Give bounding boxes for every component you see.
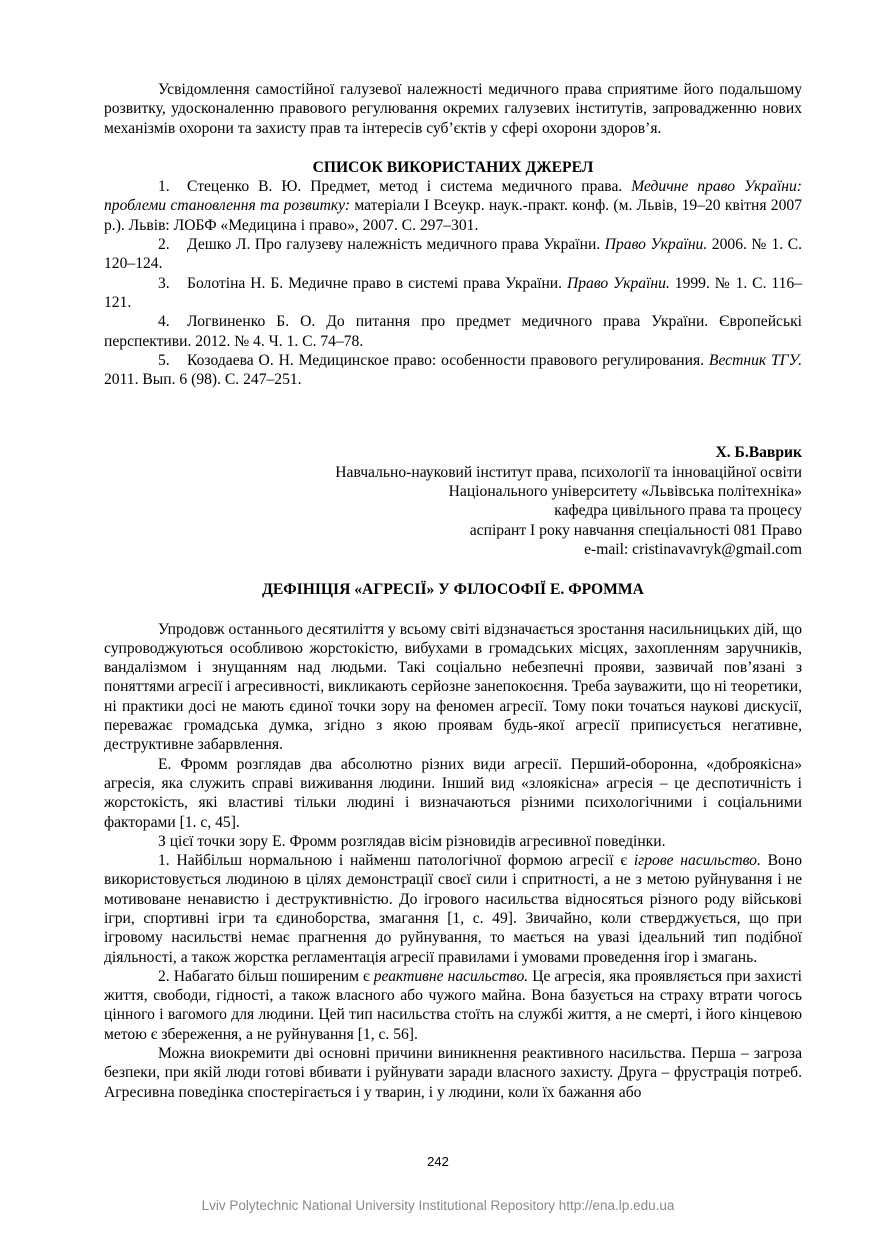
reference-source: Право України. [566, 274, 670, 292]
reference-text: Козодаева О. Н. Медицинское право: особенности правового регулирования. [187, 351, 709, 369]
author-department: кафедра цивільного права та процесу [554, 502, 802, 520]
reference-item [104, 177, 802, 235]
reference-item [104, 274, 802, 313]
reference-number: 5. [158, 351, 170, 369]
article-title: ДЕФІНІЦІЯ «АГРЕСІЇ» У ФІЛОСОФІЇ Е. ФРОММА [262, 581, 644, 599]
reference-details: матеріали І Всеукр. наук.-практ. конф. (м. Львів, 19–20 квітня 2007 р.). Львів: ЛОБФ «Медицина і право», 2007. С. 297–301. [104, 197, 802, 234]
article-paragraph [104, 967, 802, 1044]
intro-paragraph: Усвідомлення самостійної галузевої належності медичного права сприятиме його подальшому розвитку, удосконаленню правового регулювання окремих галузевих інститутів, запровадженню нових механізмів охорони та захисту прав та інтересів суб’єктів у сфері охорони здоров’я. [104, 81, 802, 137]
reference-number: 2. [158, 236, 170, 254]
paragraph-text: 1. Найбільш нормальною і найменш патологічної формою агресії є [158, 852, 634, 870]
page-number: 242 [427, 1154, 449, 1169]
paragraph-text: Це агресія, яка проявляється при захисті життя, свободи, гідності, а також власного або чужого майна. Вона базується на страху втрати чогось цінного і вагомого для людини. Цей тип насильства стоїть на службі життя, а не смерті, і його кінцевою метою є збереження, а не руйнування [1, с. 56]. [104, 967, 802, 1043]
article-paragraph: Можна виокремити дві основні причини виникнення реактивного насильства. Перша – загроза безпеки, при якій люди готові вбивати і руйнувати заради власного захисту. Друга – фрустрація потреб. Агресивна поведінка спостерігається і у тварин, і у людини, коли їх бажання або [104, 1045, 802, 1101]
repository-footer[interactable]: Lviv Polytechnic National University Institutional Repository http://ena.lp.edu.ua [201, 1198, 675, 1213]
paragraph-text: Воно використовується людиною в цілях демонстрації своєї сили і спритності, а не з метою руйнування і не мотивоване ненавистю і деструктивністю. До ігрового насильства відносяться різного роду військові ігри, спортивні ігри та єдиноборства, змагання [1, с. 49]. Звичайно, коли стверджується, що при ігровому насильстві немає прагнення до руйнування, то мається на увазі ідеальний тип подібної діяльності, а також жорстка регламентація агресії правилами і умовами проведення ігор і змагань. [104, 852, 802, 966]
article-paragraph: Е. Фромм розглядав два абсолютно різних види агресії. Перший-оборонна, «доброякісна» агресія, яка служить справі виживання людини. Інший вид «злоякісна» агресія – це деспотичність і жорстокість, які властиві тільки людині і визначаються різними психологічними і соціальними факторами [1. с, 45]. [104, 755, 802, 831]
reference-text: Логвиненко Б. О. До питання про предмет медичного права України. Європейські перспективи. 2012. № 4. Ч. 1. С. 74–78. [104, 313, 802, 350]
author-name: Х. Б.Ваврик [715, 444, 802, 462]
reference-source: Медичне право України: проблеми становлення та розвитку: [104, 178, 802, 215]
reference-source: Вестник ТГУ. [708, 351, 802, 369]
reference-details: 2006. № 1. С. 120–124. [104, 236, 802, 273]
reference-number: 3. [158, 274, 170, 292]
paragraph-text: 2. Набагато більш поширеним є [158, 967, 374, 985]
reference-text: Дешко Л. Про галузеву належність медичного права України. [187, 236, 605, 254]
reference-item [104, 312, 802, 351]
article-paragraph: Упродовж останнього десятиліття у всьому світі відзначається зростання насильницьких дій, що супроводжуються особливою жорстокістю, вибухами в громадських місцях, захопленням заручників, вандалізмом і знущанням над людьми. Такі соціально небезпечні прояви, зазвичай пов’язані з поняттями агресії і агресивності, викликають серйозне занепокоєння. Треба зауважити, що ні теоретики, ні практики досі не мають єдиної точки зору на феномен агресії. Тому поки точаться наукові дискусії, переважає громадська думка, згідно з якою проявам будь-якої агресії приписується негативне, деструктивне забарвлення. [104, 620, 802, 754]
author-position: аспірант І року навчання спеціальності 081 Право [469, 521, 802, 539]
author-block [104, 443, 802, 559]
emphasis-term: ігрове насильство. [633, 852, 761, 870]
reference-text: Болотіна Н. Б. Медичне право в системі права України. [187, 274, 567, 292]
reference-source: Право України. [604, 236, 708, 254]
references-list [104, 177, 802, 389]
author-institute: Навчально-науковий інститут права, психології та інноваційної освіти [335, 463, 802, 481]
page-content [104, 80, 802, 1102]
author-email[interactable]: e-mail: cristinavavryk@gmail.com [584, 540, 802, 558]
emphasis-term: реактивне насильство. [373, 967, 529, 985]
reference-number: 1. [158, 178, 170, 196]
article-paragraph: З цієї точки зору Е. Фромм розглядав вісім різновидів агресивної поведінки. [158, 832, 666, 850]
article-paragraph [104, 851, 802, 967]
reference-item [104, 235, 802, 274]
reference-number: 4. [158, 313, 170, 331]
reference-text: Стеценко В. Ю. Предмет, метод і система медичного права. [187, 178, 632, 196]
reference-details: 1999. № 1. С. 116–121. [104, 274, 803, 311]
reference-details: 2011. Вып. 6 (98). С. 247–251. [104, 371, 302, 389]
reference-item [104, 351, 802, 390]
author-university: Національного університету «Львівська політехніка» [448, 483, 802, 501]
references-title: СПИСОК ВИКОРИСТАНИХ ДЖЕРЕЛ [312, 158, 594, 176]
